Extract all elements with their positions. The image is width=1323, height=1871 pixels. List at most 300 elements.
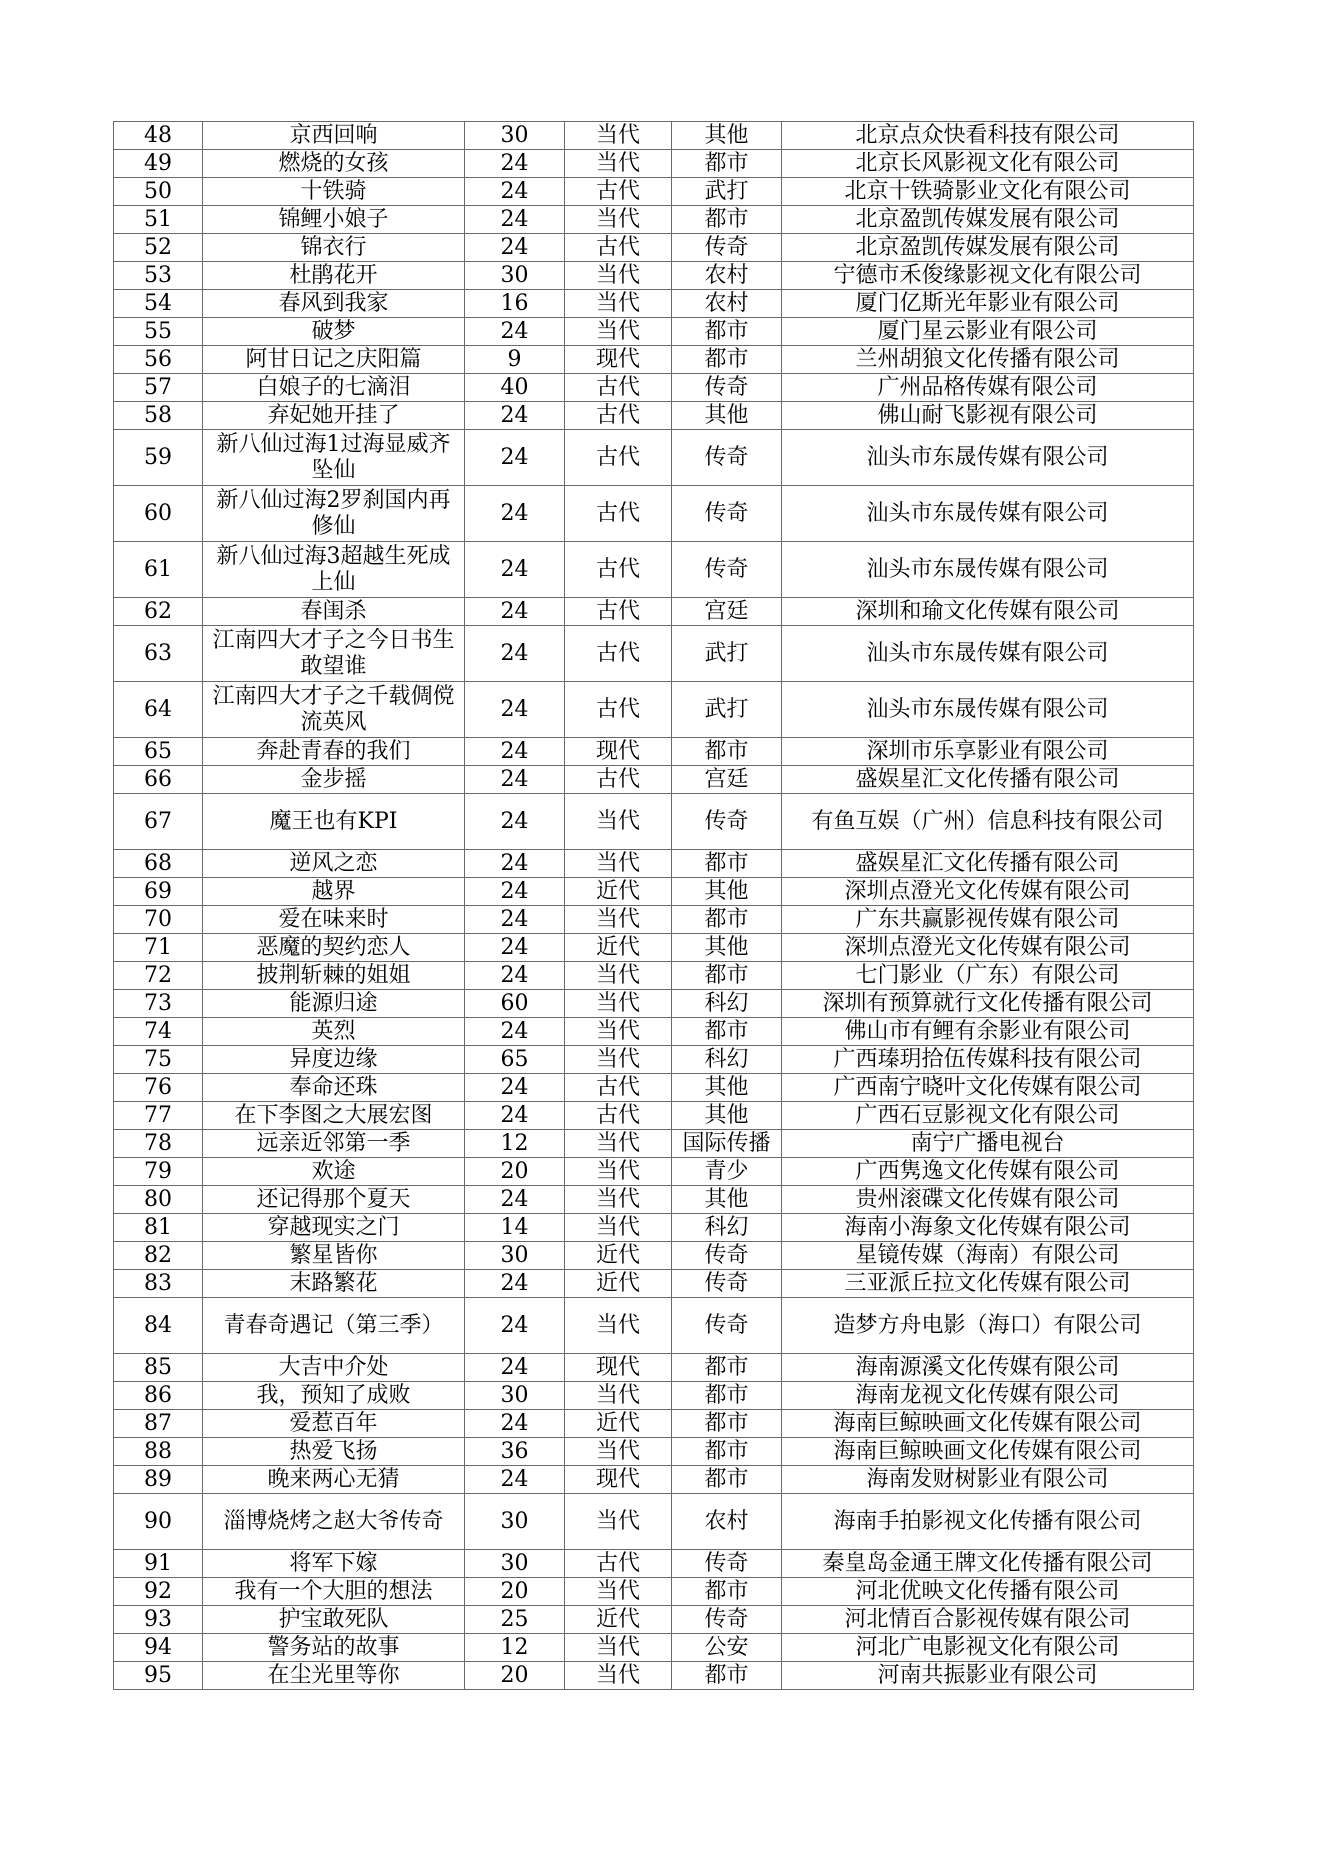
era-cell: 近代: [565, 934, 672, 962]
episodes-cell: 20: [465, 1578, 565, 1606]
era-cell: 古代: [565, 430, 672, 486]
genre-cell: 农村: [672, 262, 782, 290]
era-cell: 当代: [565, 850, 672, 878]
era-cell: 近代: [565, 1242, 672, 1270]
company-cell: 海南巨鲸映画文化传媒有限公司: [782, 1410, 1194, 1438]
episodes-cell: 24: [465, 766, 565, 794]
row-number-cell: 54: [114, 290, 203, 318]
row-number-cell: 55: [114, 318, 203, 346]
company-cell: 深圳有预算就行文化传播有限公司: [782, 990, 1194, 1018]
company-cell: 厦门亿斯光年影业有限公司: [782, 290, 1194, 318]
title-cell: 远亲近邻第一季: [203, 1130, 465, 1158]
row-number-cell: 86: [114, 1382, 203, 1410]
table-row: [114, 1158, 1194, 1186]
genre-cell: 国际传播: [672, 1130, 782, 1158]
table-row: [114, 374, 1194, 402]
episodes-cell: 24: [465, 738, 565, 766]
episodes-cell: 30: [465, 122, 565, 150]
title-cell: 警务站的故事: [203, 1634, 465, 1662]
row-number-cell: 76: [114, 1074, 203, 1102]
company-cell: 南宁广播电视台: [782, 1130, 1194, 1158]
genre-cell: 武打: [672, 682, 782, 738]
row-number-cell: 51: [114, 206, 203, 234]
company-cell: 河北广电影视文化有限公司: [782, 1634, 1194, 1662]
company-cell: 深圳点澄光文化传媒有限公司: [782, 934, 1194, 962]
episodes-cell: 24: [465, 402, 565, 430]
title-cell: 越界: [203, 878, 465, 906]
title-cell: 逆风之恋: [203, 850, 465, 878]
episodes-cell: 9: [465, 346, 565, 374]
era-cell: 当代: [565, 1494, 672, 1550]
company-cell: 宁德市禾俊缘影视文化有限公司: [782, 262, 1194, 290]
row-number-cell: 58: [114, 402, 203, 430]
title-cell: 杜鹃花开: [203, 262, 465, 290]
row-number-cell: 67: [114, 794, 203, 850]
era-cell: 古代: [565, 374, 672, 402]
company-cell: 广东共赢影视传媒有限公司: [782, 906, 1194, 934]
genre-cell: 都市: [672, 906, 782, 934]
row-number-cell: 92: [114, 1578, 203, 1606]
company-cell: 广西隽逸文化传媒有限公司: [782, 1158, 1194, 1186]
row-number-cell: 87: [114, 1410, 203, 1438]
title-cell: 魔王也有KPI: [203, 794, 465, 850]
company-cell: 北京盈凯传媒发展有限公司: [782, 234, 1194, 262]
genre-cell: 武打: [672, 178, 782, 206]
row-number-cell: 72: [114, 962, 203, 990]
genre-cell: 科幻: [672, 1046, 782, 1074]
table-row: [114, 430, 1194, 486]
episodes-cell: 24: [465, 542, 565, 598]
table-row: [114, 738, 1194, 766]
era-cell: 当代: [565, 794, 672, 850]
genre-cell: 宫廷: [672, 766, 782, 794]
episodes-cell: 24: [465, 1270, 565, 1298]
title-cell: 我，预知了成败: [203, 1382, 465, 1410]
genre-cell: 都市: [672, 206, 782, 234]
genre-cell: 都市: [672, 1354, 782, 1382]
row-number-cell: 90: [114, 1494, 203, 1550]
table-row: [114, 1606, 1194, 1634]
episodes-cell: 16: [465, 290, 565, 318]
company-cell: 汕头市东晟传媒有限公司: [782, 626, 1194, 682]
company-cell: 深圳和瑜文化传媒有限公司: [782, 598, 1194, 626]
row-number-cell: 78: [114, 1130, 203, 1158]
company-cell: 盛娱星汇文化传播有限公司: [782, 766, 1194, 794]
era-cell: 当代: [565, 150, 672, 178]
era-cell: 当代: [565, 290, 672, 318]
title-cell: 春风到我家: [203, 290, 465, 318]
title-cell: 在尘光里等你: [203, 1662, 465, 1690]
genre-cell: 传奇: [672, 1270, 782, 1298]
table-row: [114, 1466, 1194, 1494]
title-cell: 青春奇遇记（第三季）: [203, 1298, 465, 1354]
genre-cell: 都市: [672, 1438, 782, 1466]
row-number-cell: 71: [114, 934, 203, 962]
row-number-cell: 50: [114, 178, 203, 206]
table-row: [114, 346, 1194, 374]
genre-cell: 传奇: [672, 234, 782, 262]
genre-cell: 其他: [672, 1102, 782, 1130]
genre-cell: 传奇: [672, 1550, 782, 1578]
episodes-cell: 30: [465, 262, 565, 290]
table-row: [114, 1046, 1194, 1074]
table-row: [114, 682, 1194, 738]
table-row: [114, 794, 1194, 850]
episodes-cell: 24: [465, 794, 565, 850]
title-cell: 末路繁花: [203, 1270, 465, 1298]
row-number-cell: 89: [114, 1466, 203, 1494]
genre-cell: 武打: [672, 626, 782, 682]
company-cell: 河北情百合影视传媒有限公司: [782, 1606, 1194, 1634]
row-number-cell: 85: [114, 1354, 203, 1382]
title-cell: 江南四大才子之千载倜傥流英风: [203, 682, 465, 738]
era-cell: 近代: [565, 1270, 672, 1298]
episodes-cell: 30: [465, 1550, 565, 1578]
title-cell: 将军下嫁: [203, 1550, 465, 1578]
row-number-cell: 79: [114, 1158, 203, 1186]
genre-cell: 传奇: [672, 374, 782, 402]
table-row: [114, 1186, 1194, 1214]
episodes-cell: 24: [465, 962, 565, 990]
title-cell: 异度边缘: [203, 1046, 465, 1074]
era-cell: 当代: [565, 1130, 672, 1158]
title-cell: 新八仙过海2罗刹国内再修仙: [203, 486, 465, 542]
title-cell: 还记得那个夏天: [203, 1186, 465, 1214]
row-number-cell: 61: [114, 542, 203, 598]
title-cell: 繁星皆你: [203, 1242, 465, 1270]
episodes-cell: 24: [465, 934, 565, 962]
company-cell: 北京盈凯传媒发展有限公司: [782, 206, 1194, 234]
episodes-cell: 24: [465, 1186, 565, 1214]
table-row: [114, 990, 1194, 1018]
title-cell: 在下李图之大展宏图: [203, 1102, 465, 1130]
era-cell: 现代: [565, 346, 672, 374]
episodes-cell: 24: [465, 206, 565, 234]
genre-cell: 都市: [672, 318, 782, 346]
genre-cell: 都市: [672, 738, 782, 766]
table-row: [114, 262, 1194, 290]
company-cell: 三亚派丘拉文化传媒有限公司: [782, 1270, 1194, 1298]
title-cell: 披荆斩棘的姐姐: [203, 962, 465, 990]
genre-cell: 都市: [672, 850, 782, 878]
era-cell: 当代: [565, 1662, 672, 1690]
era-cell: 当代: [565, 262, 672, 290]
table-row: [114, 1494, 1194, 1550]
title-cell: 江南四大才子之今日书生敢望谁: [203, 626, 465, 682]
company-cell: 河南共振影业有限公司: [782, 1662, 1194, 1690]
title-cell: 能源归途: [203, 990, 465, 1018]
episodes-cell: 24: [465, 234, 565, 262]
episodes-cell: 24: [465, 430, 565, 486]
era-cell: 当代: [565, 962, 672, 990]
row-number-cell: 64: [114, 682, 203, 738]
table-row: [114, 1410, 1194, 1438]
era-cell: 当代: [565, 122, 672, 150]
title-cell: 奔赴青春的我们: [203, 738, 465, 766]
era-cell: 现代: [565, 1354, 672, 1382]
genre-cell: 公安: [672, 1634, 782, 1662]
title-cell: 大吉中介处: [203, 1354, 465, 1382]
table-row: [114, 1662, 1194, 1690]
title-cell: 春闺杀: [203, 598, 465, 626]
genre-cell: 其他: [672, 1074, 782, 1102]
episodes-cell: 24: [465, 1074, 565, 1102]
era-cell: 当代: [565, 1214, 672, 1242]
episodes-cell: 24: [465, 318, 565, 346]
era-cell: 古代: [565, 766, 672, 794]
company-cell: 星镜传媒（海南）有限公司: [782, 1242, 1194, 1270]
era-cell: 近代: [565, 1410, 672, 1438]
era-cell: 古代: [565, 1550, 672, 1578]
era-cell: 当代: [565, 1158, 672, 1186]
company-cell: 海南巨鲸映画文化传媒有限公司: [782, 1438, 1194, 1466]
era-cell: 古代: [565, 178, 672, 206]
company-cell: 河北优映文化传播有限公司: [782, 1578, 1194, 1606]
row-number-cell: 53: [114, 262, 203, 290]
table-row: [114, 486, 1194, 542]
title-cell: 新八仙过海3超越生死成上仙: [203, 542, 465, 598]
row-number-cell: 63: [114, 626, 203, 682]
genre-cell: 都市: [672, 346, 782, 374]
row-number-cell: 80: [114, 1186, 203, 1214]
era-cell: 现代: [565, 738, 672, 766]
title-cell: 十铁骑: [203, 178, 465, 206]
company-cell: 有鱼互娱（广州）信息科技有限公司: [782, 794, 1194, 850]
table-row: [114, 206, 1194, 234]
company-cell: 汕头市东晟传媒有限公司: [782, 542, 1194, 598]
company-cell: 造梦方舟电影（海口）有限公司: [782, 1298, 1194, 1354]
table-row: [114, 318, 1194, 346]
genre-cell: 都市: [672, 1578, 782, 1606]
title-cell: 爱在味来时: [203, 906, 465, 934]
episodes-cell: 24: [465, 1102, 565, 1130]
genre-cell: 都市: [672, 1018, 782, 1046]
era-cell: 近代: [565, 1606, 672, 1634]
table-row: [114, 402, 1194, 430]
title-cell: 锦鲤小娘子: [203, 206, 465, 234]
table-row: [114, 1270, 1194, 1298]
table-row: [114, 1102, 1194, 1130]
table-row: [114, 1578, 1194, 1606]
row-number-cell: 59: [114, 430, 203, 486]
episodes-cell: 24: [465, 1298, 565, 1354]
genre-cell: 传奇: [672, 794, 782, 850]
episodes-cell: 12: [465, 1130, 565, 1158]
company-cell: 佛山市有鲤有余影业有限公司: [782, 1018, 1194, 1046]
episodes-cell: 20: [465, 1158, 565, 1186]
era-cell: 古代: [565, 542, 672, 598]
company-cell: 汕头市东晟传媒有限公司: [782, 486, 1194, 542]
table-row: [114, 234, 1194, 262]
table-body: [114, 122, 1194, 1690]
title-cell: 锦衣行: [203, 234, 465, 262]
genre-cell: 都市: [672, 962, 782, 990]
era-cell: 当代: [565, 318, 672, 346]
company-cell: 深圳点澄光文化传媒有限公司: [782, 878, 1194, 906]
row-number-cell: 81: [114, 1214, 203, 1242]
title-cell: 淄博烧烤之赵大爷传奇: [203, 1494, 465, 1550]
genre-cell: 传奇: [672, 1606, 782, 1634]
title-cell: 新八仙过海1过海显威齐坠仙: [203, 430, 465, 486]
company-cell: 北京十铁骑影业文化有限公司: [782, 178, 1194, 206]
episodes-cell: 30: [465, 1242, 565, 1270]
table-row: [114, 1298, 1194, 1354]
table-row: [114, 1130, 1194, 1158]
title-cell: 金步摇: [203, 766, 465, 794]
era-cell: 当代: [565, 1298, 672, 1354]
title-cell: 弃妃她开挂了: [203, 402, 465, 430]
era-cell: 古代: [565, 402, 672, 430]
table-row: [114, 290, 1194, 318]
row-number-cell: 94: [114, 1634, 203, 1662]
row-number-cell: 69: [114, 878, 203, 906]
episodes-cell: 24: [465, 906, 565, 934]
table-row: [114, 934, 1194, 962]
row-number-cell: 56: [114, 346, 203, 374]
row-number-cell: 75: [114, 1046, 203, 1074]
row-number-cell: 70: [114, 906, 203, 934]
title-cell: 白娘子的七滴泪: [203, 374, 465, 402]
title-cell: 我有一个大胆的想法: [203, 1578, 465, 1606]
company-cell: 汕头市东晟传媒有限公司: [782, 430, 1194, 486]
company-cell: 海南小海象文化传媒有限公司: [782, 1214, 1194, 1242]
title-cell: 晚来两心无猜: [203, 1466, 465, 1494]
row-number-cell: 74: [114, 1018, 203, 1046]
era-cell: 当代: [565, 906, 672, 934]
company-cell: 海南发财树影业有限公司: [782, 1466, 1194, 1494]
episodes-cell: 60: [465, 990, 565, 1018]
episodes-cell: 24: [465, 1466, 565, 1494]
company-cell: 北京点众快看科技有限公司: [782, 122, 1194, 150]
table-row: [114, 1242, 1194, 1270]
genre-cell: 青少: [672, 1158, 782, 1186]
title-cell: 热爱飞扬: [203, 1438, 465, 1466]
genre-cell: 都市: [672, 1466, 782, 1494]
era-cell: 当代: [565, 206, 672, 234]
title-cell: 穿越现实之门: [203, 1214, 465, 1242]
row-number-cell: 91: [114, 1550, 203, 1578]
table-row: [114, 906, 1194, 934]
table-row: [114, 1018, 1194, 1046]
genre-cell: 传奇: [672, 486, 782, 542]
table-row: [114, 1634, 1194, 1662]
era-cell: 当代: [565, 1382, 672, 1410]
row-number-cell: 49: [114, 150, 203, 178]
title-cell: 欢途: [203, 1158, 465, 1186]
era-cell: 古代: [565, 1102, 672, 1130]
company-cell: 兰州胡狼文化传播有限公司: [782, 346, 1194, 374]
episodes-cell: 24: [465, 150, 565, 178]
era-cell: 古代: [565, 682, 672, 738]
company-cell: 广西瑧玥拾伍传媒科技有限公司: [782, 1046, 1194, 1074]
company-cell: 盛娱星汇文化传播有限公司: [782, 850, 1194, 878]
row-number-cell: 73: [114, 990, 203, 1018]
table-row: [114, 178, 1194, 206]
episodes-cell: 20: [465, 1662, 565, 1690]
title-cell: 破梦: [203, 318, 465, 346]
genre-cell: 传奇: [672, 430, 782, 486]
row-number-cell: 57: [114, 374, 203, 402]
company-cell: 北京长风影视文化有限公司: [782, 150, 1194, 178]
row-number-cell: 48: [114, 122, 203, 150]
company-cell: 七门影业（广东）有限公司: [782, 962, 1194, 990]
genre-cell: 传奇: [672, 1242, 782, 1270]
company-cell: 广西南宁晓叶文化传媒有限公司: [782, 1074, 1194, 1102]
episodes-cell: 65: [465, 1046, 565, 1074]
table-row: [114, 1214, 1194, 1242]
episodes-cell: 14: [465, 1214, 565, 1242]
table-row: [114, 122, 1194, 150]
era-cell: 当代: [565, 1578, 672, 1606]
row-number-cell: 52: [114, 234, 203, 262]
row-number-cell: 68: [114, 850, 203, 878]
episodes-cell: 40: [465, 374, 565, 402]
table-row: [114, 542, 1194, 598]
genre-cell: 农村: [672, 290, 782, 318]
title-cell: 燃烧的女孩: [203, 150, 465, 178]
table-row: [114, 598, 1194, 626]
table-row: [114, 626, 1194, 682]
table-row: [114, 1382, 1194, 1410]
title-cell: 京西回响: [203, 122, 465, 150]
table-row: [114, 1074, 1194, 1102]
era-cell: 当代: [565, 1046, 672, 1074]
company-cell: 广西石豆影视文化有限公司: [782, 1102, 1194, 1130]
genre-cell: 其他: [672, 402, 782, 430]
title-cell: 护宝敢死队: [203, 1606, 465, 1634]
company-cell: 汕头市东晟传媒有限公司: [782, 682, 1194, 738]
row-number-cell: 95: [114, 1662, 203, 1690]
episodes-cell: 30: [465, 1382, 565, 1410]
episodes-cell: 24: [465, 1410, 565, 1438]
genre-cell: 宫廷: [672, 598, 782, 626]
company-cell: 海南源溪文化传媒有限公司: [782, 1354, 1194, 1382]
era-cell: 近代: [565, 878, 672, 906]
episodes-cell: 12: [465, 1634, 565, 1662]
era-cell: 现代: [565, 1466, 672, 1494]
episodes-cell: 25: [465, 1606, 565, 1634]
genre-cell: 传奇: [672, 1298, 782, 1354]
era-cell: 古代: [565, 234, 672, 262]
table-row: [114, 878, 1194, 906]
table-row: [114, 766, 1194, 794]
row-number-cell: 62: [114, 598, 203, 626]
episodes-cell: 24: [465, 598, 565, 626]
title-cell: 奉命还珠: [203, 1074, 465, 1102]
company-cell: 广州品格传媒有限公司: [782, 374, 1194, 402]
table-row: [114, 150, 1194, 178]
genre-cell: 都市: [672, 1662, 782, 1690]
era-cell: 当代: [565, 1018, 672, 1046]
row-number-cell: 88: [114, 1438, 203, 1466]
table-row: [114, 962, 1194, 990]
row-number-cell: 66: [114, 766, 203, 794]
title-cell: 恶魔的契约恋人: [203, 934, 465, 962]
company-cell: 佛山耐飞影视有限公司: [782, 402, 1194, 430]
genre-cell: 农村: [672, 1494, 782, 1550]
episodes-cell: 24: [465, 626, 565, 682]
genre-cell: 传奇: [672, 542, 782, 598]
era-cell: 当代: [565, 1634, 672, 1662]
table-row: [114, 1550, 1194, 1578]
row-number-cell: 65: [114, 738, 203, 766]
row-number-cell: 84: [114, 1298, 203, 1354]
era-cell: 当代: [565, 1186, 672, 1214]
company-cell: 贵州滚碟文化传媒有限公司: [782, 1186, 1194, 1214]
table-row: [114, 850, 1194, 878]
genre-cell: 其他: [672, 934, 782, 962]
company-cell: 厦门星云影业有限公司: [782, 318, 1194, 346]
